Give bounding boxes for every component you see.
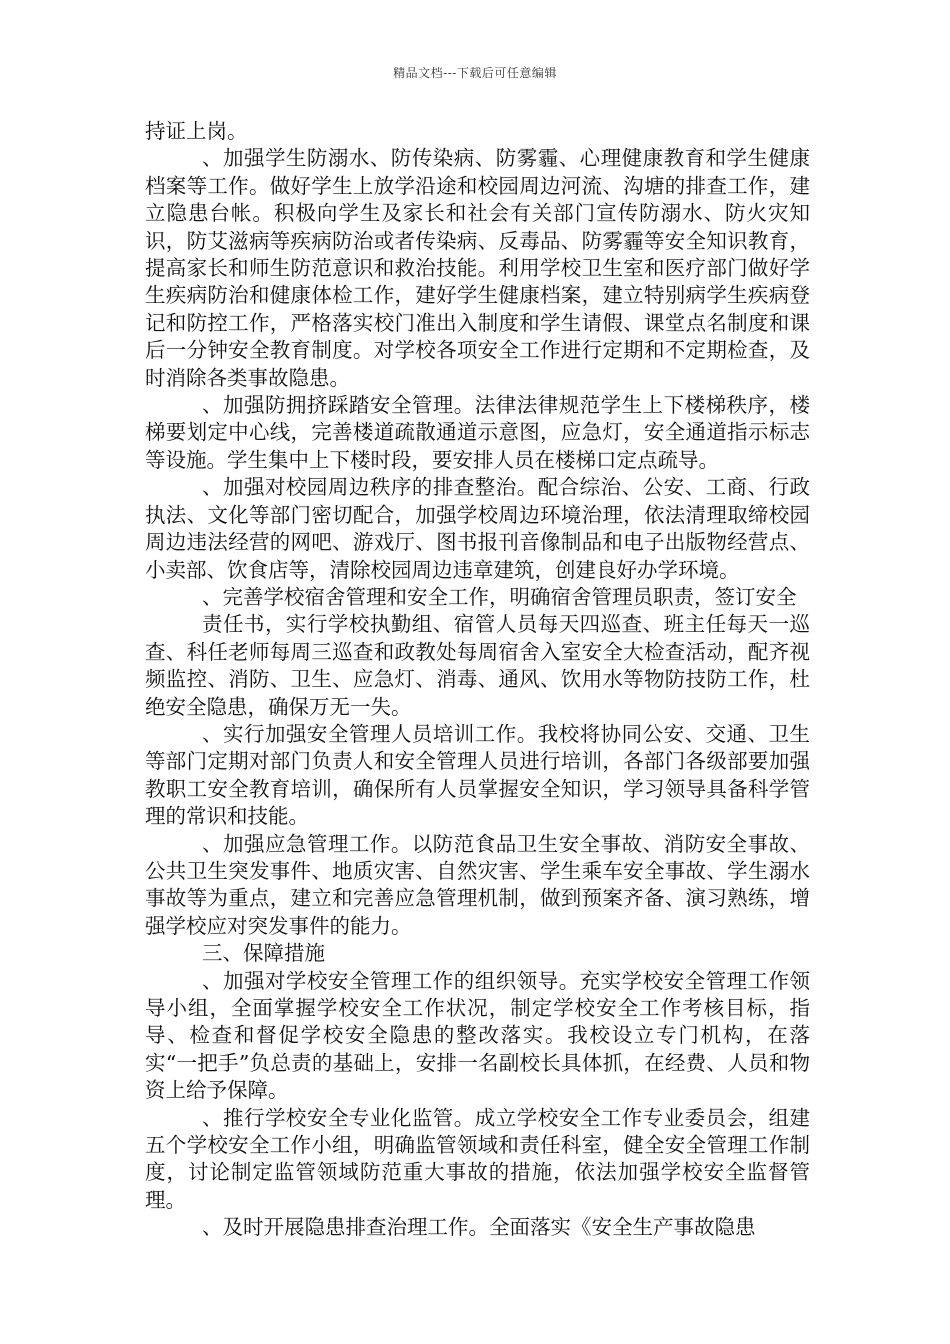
section-heading: 三、保障措施 bbox=[202, 941, 325, 966]
paragraph: 、加强对校园周边秩序的排查整治。配合综治、公安、工商、行政执法、文化等部门密切配合，加强学校周边环境治理，依法清理取缔校园周边违法经营的网吧、游戏厅、图书报刊音像制品和电子出版物经营点、小卖部、饮食店等，清除校园周边违章建筑，创建良好办学环境。 bbox=[145, 475, 810, 582]
paragraph: 、加强对学校安全管理工作的组织领导。充实学校安全管理工作领导小组，全面掌握学校安全工作状况，制定学校安全工作考核目标，指导、检查和督促学校安全隐患的整改落实。我校设立专门机构，在落实“一把手”负总责的基础上，安排一名副校长具体抓，在经费、人员和物资上给予保障。 bbox=[145, 968, 810, 1103]
paragraph: 、实行加强安全管理人员培训工作。我校将协同公安、交通、卫生等部门定期对部门负责人和安全管理人员进行培训，各部门各级部要加强教职工安全教育培训，确保所有人员掌握安全知识，学习领导具备科学管理的常识和技能。 bbox=[145, 721, 810, 829]
paragraph: 责任书，实行学校执勤组、宿管人员每天四巡查、班主任每天一巡查、科任老师每周三巡查和政教处每周宿舍入室安全大检查活动，配齐视频监控、消防、卫生、应急灯、消毒、通风、饮用水等物防技防工作，杜绝安全隐患，确保万无一失。 bbox=[145, 612, 810, 719]
paragraph: 、加强应急管理工作。以防范食品卫生安全事故、消防安全事故、公共卫生突发事件、地质灾害、自然灾害、学生乘车安全事故、学生溺水事故等为重点，建立和完善应急管理机制，做到预案齐备、演习熟练，增强学校应对突发事件的能力。 bbox=[145, 831, 810, 938]
paragraph: 、推行学校安全专业化监管。成立学校安全工作专业委员会，组建五个学校安全工作小组，明确监管领域和责任科室，健全安全管理工作制度，讨论制定监管领域防范重大事故的措施，依法加强学校安全监督管理。 bbox=[145, 1105, 810, 1212]
page-header: 精品文档---下载后可任意编辑 bbox=[393, 66, 557, 80]
document-body bbox=[145, 118, 810, 1242]
paragraph: 、及时开展隐患排查治理工作。全面落实《安全生产事故隐患 bbox=[202, 1215, 756, 1240]
paragraph: 、加强学生防溺水、防传染病、防雾霾、心理健康教育和学生健康档案等工作。做好学生上放学沿途和校园周边河流、沟塘的排查工作，建立隐患台帐。积极向学生及家长和社会有关部门宣传防溺水、防火灾知识，防艾滋病等疾病防治或者传染病、反毒品、防雾霾等安全知识教育，提高家长和师生防范意识和救治技能。利用学校卫生室和医疗部门做好学生疾病防治和健康体检工作，建好学生健康档案，建立特别病学生疾病登记和防控工作，严格落实校门准出入制度和学生请假、课堂点名制度和课后一分钟安全教育制度。对学校各项安全工作进行定期和不定期检查，及时消除各类事故隐患。 bbox=[145, 146, 810, 390]
paragraph: 持证上岗。 bbox=[145, 119, 248, 143]
paragraph: 、加强防拥挤踩踏安全管理。法律法律规范学生上下楼梯秩序，楼梯要划定中心线，完善楼道疏散通道示意图，应急灯，安全通道指示标志等设施。学生集中上下楼时段，要安排人员在楼梯口定点疏导。 bbox=[145, 393, 810, 472]
paragraph: 、完善学校宿舍管理和安全工作，明确宿舍管理员职责，签订安全 bbox=[202, 584, 797, 609]
